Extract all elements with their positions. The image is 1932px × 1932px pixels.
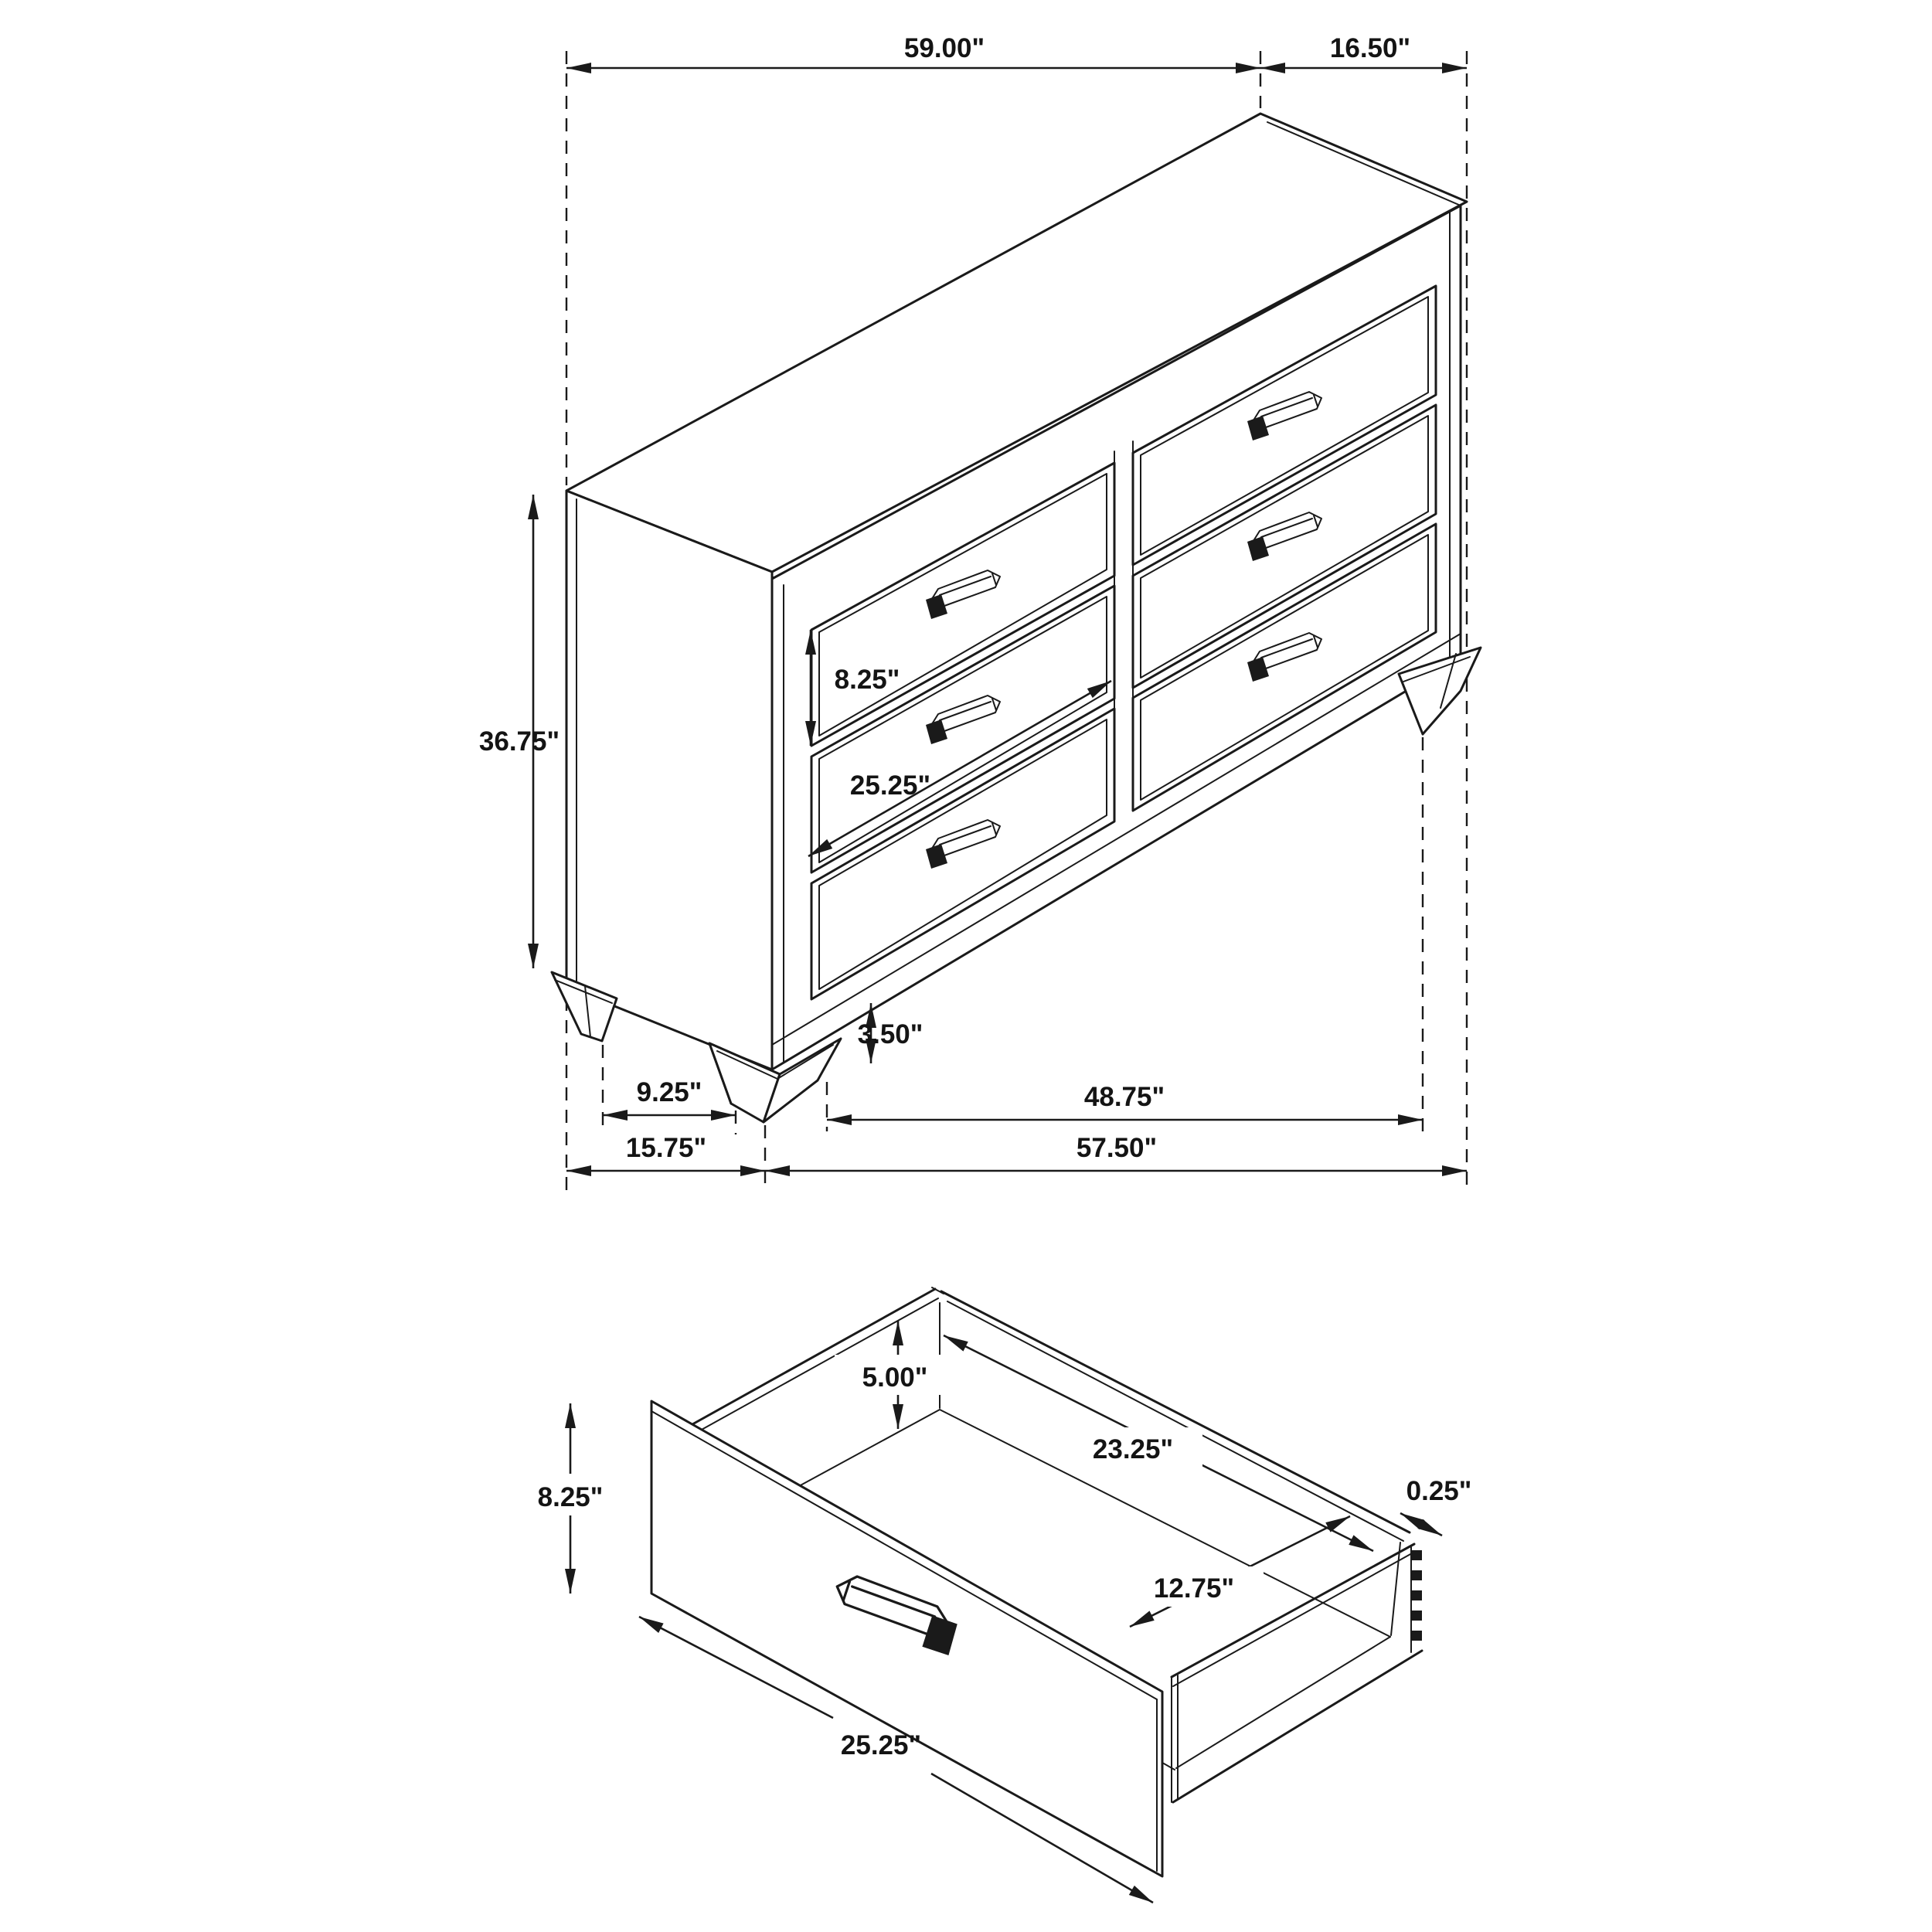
dim-footprint-width-label: 57.50" (1076, 1133, 1158, 1163)
dimension-footprint-width (765, 1133, 1467, 1171)
dim-overall-height-label: 36.75" (478, 726, 560, 757)
dimension-drawer-back-offset (1400, 1476, 1471, 1536)
dimension-front-feet-spacing (827, 1082, 1423, 1120)
dim-drawer-height-label: 8.25" (834, 665, 900, 695)
dim-foot-height-label: 3.50" (857, 1019, 923, 1049)
dim-drawer-inner-height-label: 5.00" (862, 1362, 928, 1393)
dresser-figure (479, 33, 1481, 1192)
dovetail-joint (1411, 1546, 1422, 1652)
drawer-front-panel (651, 1401, 1162, 1876)
dresser-left-panel (566, 491, 772, 1070)
drawer-box (651, 1287, 1422, 1876)
dim-drawer-front-width-label: 25.25" (840, 1730, 922, 1760)
dim-side-feet-spacing-label: 9.25" (636, 1077, 702, 1107)
dim-drawer-width-label: 25.25" (849, 770, 931, 801)
dim-front-feet-spacing-label: 48.75" (1083, 1082, 1165, 1112)
dim-drawer-back-offset-label: 0.25" (1406, 1476, 1472, 1506)
dimension-overall-height (479, 495, 560, 968)
dim-drawer-inner-length-label: 23.25" (1092, 1434, 1174, 1464)
dim-drawer-inner-depth-label: 12.75" (1153, 1573, 1235, 1604)
dimension-side-feet-spacing (603, 1077, 736, 1115)
dimension-top-width (566, 33, 1260, 68)
dimension-top-depth (1260, 33, 1467, 68)
dresser-body (552, 114, 1481, 1122)
drawer-figure (509, 1287, 1471, 1903)
dim-top-depth-label: 16.50" (1329, 33, 1411, 63)
dimension-footprint-depth (566, 1133, 765, 1171)
dim-footprint-depth-label: 15.75" (625, 1133, 707, 1163)
dimension-drawer-front-height (509, 1403, 632, 1594)
dimension-drawer-inner-height (835, 1321, 955, 1429)
dim-drawer-front-height-label: 8.25" (537, 1482, 604, 1512)
dim-top-width-label: 59.00" (903, 33, 985, 63)
dimension-drawer-inner-depth (1124, 1516, 1350, 1627)
